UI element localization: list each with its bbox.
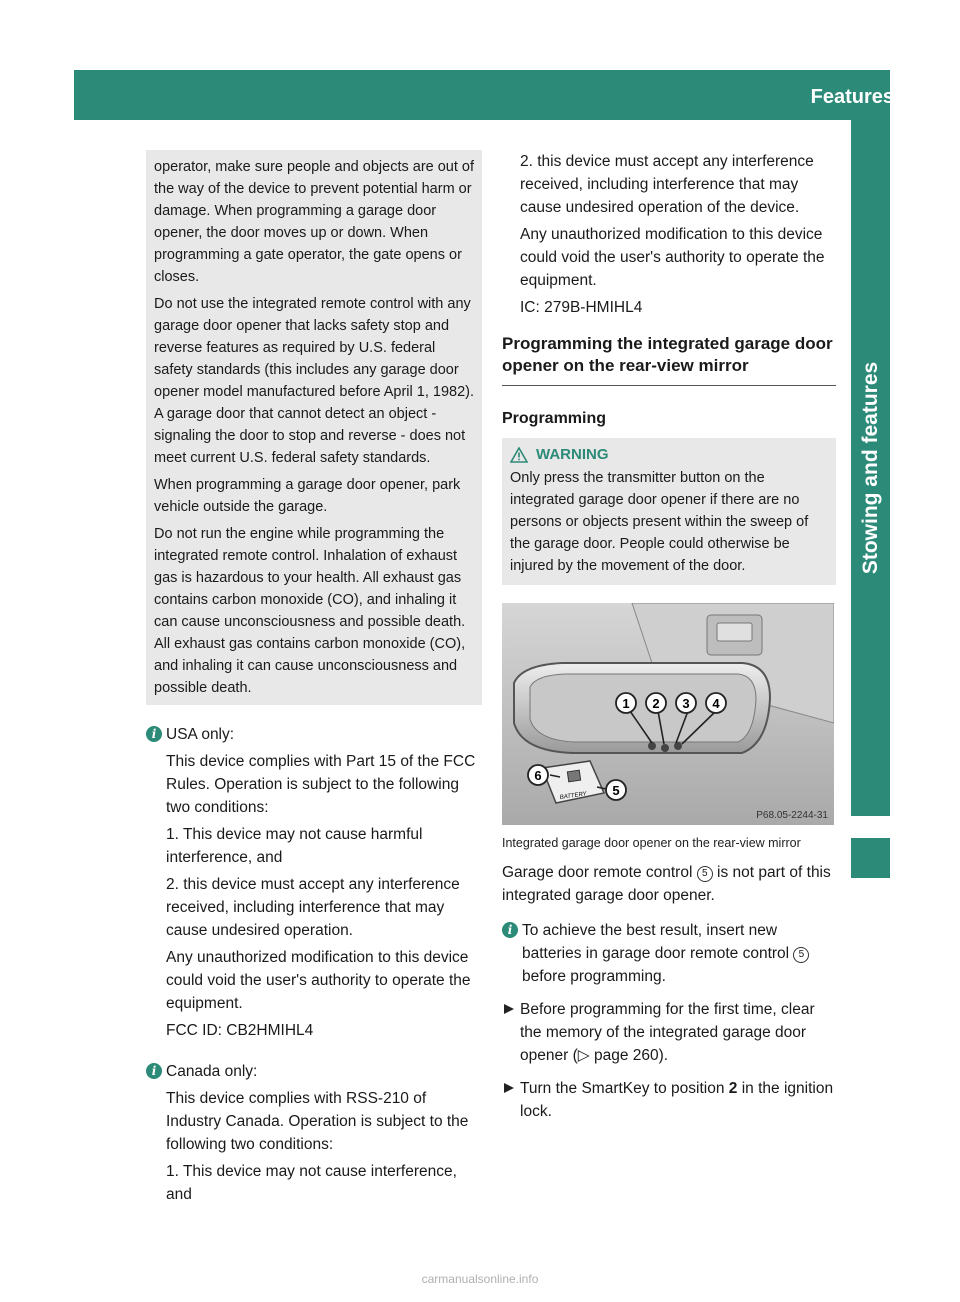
usa-condition-2: 2. this device must accept any interference received, including interference that may cause undesired operation.	[166, 876, 460, 939]
canada-condition-2: 2. this device must accept any interference received, including interference that may cause undesired operation of the device.	[520, 153, 814, 216]
mirror-figure	[502, 603, 834, 825]
step-arrow-icon	[504, 1004, 514, 1014]
step-arrow-icon	[504, 1083, 514, 1093]
section-title: Programming the integrated garage door opener on the rear-view mirror	[502, 333, 836, 386]
battery-label: BATTERY	[559, 791, 588, 801]
step-2-position: 2	[728, 1080, 738, 1097]
usa-note	[146, 723, 482, 1042]
callout-ref-5: 5	[793, 947, 809, 963]
callout-ref-5: 5	[697, 866, 713, 882]
right-column	[502, 150, 836, 1123]
callout-5-label: 5	[612, 783, 620, 798]
warning-text: Only press the transmitter button on the integrated garage door opener if there are no persons or objects present within the sweep of the garage door. People could otherwise be injured by the movement of the door.	[510, 470, 809, 574]
watermark-footer: carmanualsonline.info	[421, 1272, 539, 1286]
step-item	[502, 998, 836, 1067]
warning-triangle-icon	[510, 447, 528, 463]
step-2-text-b: in the ignition lock.	[520, 1080, 834, 1120]
left-column	[146, 150, 482, 1210]
tip-text-a: To achieve the best result, insert new batteries in garage door remote control	[522, 922, 790, 962]
warning-continuation-box	[146, 150, 482, 705]
info-icon: i	[502, 922, 518, 938]
callout-2-label: 2	[652, 696, 660, 711]
figure-caption: Integrated garage door opener on the rear-view mirror	[502, 836, 801, 850]
header-title: Features	[810, 86, 894, 108]
info-icon: i	[146, 726, 162, 742]
callout-3-label: 3	[682, 696, 690, 711]
box-paragraph: Do not run the engine while programming the integrated remote control. Inhalation of exhaust gas is hazardous to your health. All exhaust gas contains carbon monoxide (CO), and inhaling it can cause unconsciousness and possible death. All exhaust gas contains carbon monoxide (CO), and inhaling it can cause unconsciousness and possible death.	[154, 526, 466, 696]
canada-heading: Canada only:	[166, 1063, 258, 1080]
usa-condition-1: 1. This device may not cause harmful interference, and	[166, 826, 423, 866]
chapter-label: Stowing and features	[858, 361, 882, 575]
canada-continuation	[502, 150, 836, 319]
usa-heading: USA only:	[166, 726, 235, 743]
callout-1-label: 1	[622, 696, 630, 711]
warning-header	[510, 446, 828, 463]
info-icon: i	[146, 1063, 162, 1079]
box-paragraph: operator, make sure people and objects are out of the way of the device to prevent potential harm or damage. When programming a garage door opener, the door moves up or down. When programming a gate operator, the gate opens or closes.	[154, 159, 475, 285]
callout-6-label: 6	[534, 768, 542, 783]
side-marker	[851, 838, 890, 878]
tip-text-b: before programming.	[522, 968, 666, 985]
chapter-side-tab	[851, 120, 890, 816]
figure-code: P68.05-2244-31	[756, 810, 828, 821]
canada-note	[146, 1060, 482, 1206]
step-1-text: Before programming for the first time, clear the memory of the integrated garage door opener (▷ page 260).	[520, 1001, 815, 1064]
canada-text: This device complies with RSS-210 of Industry Canada. Operation is subject to the following two conditions:	[166, 1090, 469, 1153]
mirror-illustration	[502, 603, 834, 825]
warning-box	[502, 438, 836, 585]
usa-authority: Any unauthorized modification to this device could void the user's authority to operate the equipment.	[166, 949, 471, 1012]
step-2-text-a: Turn the SmartKey to position	[520, 1080, 725, 1097]
usa-text: This device complies with Part 15 of the FCC Rules. Operation is subject to the following two conditions:	[166, 753, 476, 816]
page-header	[74, 70, 950, 120]
remote-text-b: is not part of this integrated garage door opener.	[502, 864, 831, 904]
header-divider	[904, 70, 906, 120]
canada-condition-1: 1. This device may not cause interference, and	[166, 1163, 457, 1203]
remote-text-a: Garage door remote control	[502, 864, 693, 881]
ic-id: IC: 279B-HMIHL4	[520, 299, 643, 316]
page-number: 257	[916, 86, 950, 108]
warning-label: WARNING	[536, 446, 609, 463]
remote-note	[502, 861, 836, 907]
step-item	[502, 1077, 836, 1123]
sub-title: Programming	[502, 410, 607, 427]
callout-4-label: 4	[712, 696, 720, 711]
canada-authority: Any unauthorized modification to this device could void the user's authority to operate the equipment.	[520, 226, 825, 289]
box-paragraph: When programming a garage door opener, park vehicle outside the garage.	[154, 477, 461, 515]
box-paragraph: Do not use the integrated remote control with any garage door opener that lacks safety stop and reverse features as required by U.S. federal safety standards (this includes any garage door opener model manufactured before April 1, 1982). A garage door that cannot detect an object - signaling the door to stop and reverse - does not meet current U.S. federal safety standards.	[154, 296, 475, 466]
battery-tip	[502, 919, 836, 988]
fcc-id: FCC ID: CB2HMIHL4	[166, 1022, 314, 1039]
